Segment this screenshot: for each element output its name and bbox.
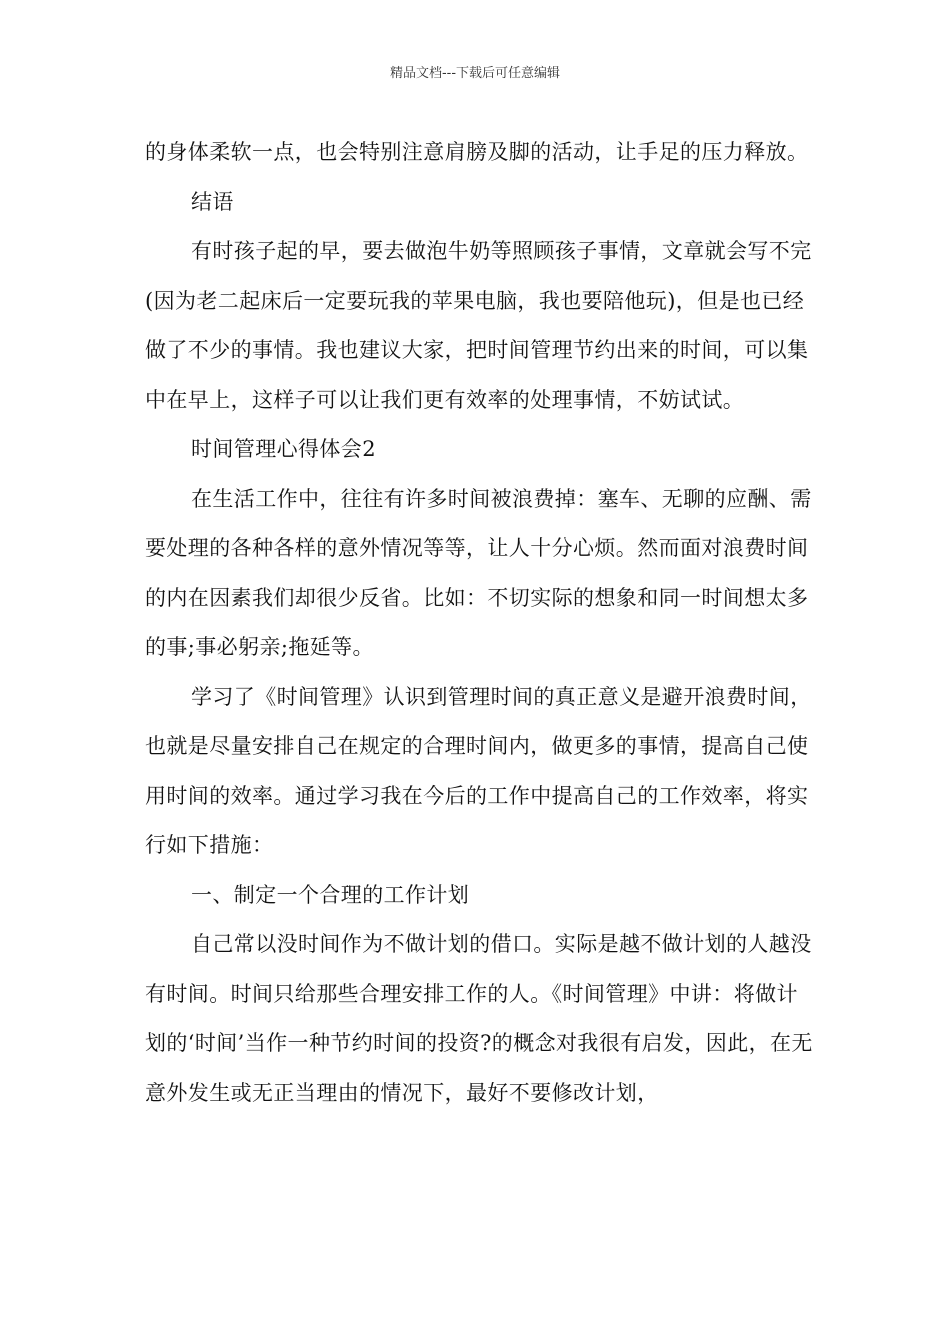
section-heading-conclusion: 结语 bbox=[191, 189, 234, 214]
paragraph-3: 在生活工作中，往往有许多时间被浪费掉：塞车、无聊的应酬、需要处理的各种各样的意外情况等等，让人十分心烦。然而面对浪费时间的内在因素我们却很少反省。比如：不切实际的想象和同一时间想太多的事;事必躬亲;拖延等。 bbox=[145, 486, 812, 659]
page-header: 精品文档---下载后可任意编辑 bbox=[389, 66, 561, 81]
section-heading-title-2: 时间管理心得体会2 bbox=[191, 437, 376, 461]
section-heading-plan: 一、制定一个合理的工作计划 bbox=[191, 882, 470, 907]
paragraph-4: 学习了《时间管理》认识到管理时间的真正意义是避开浪费时间，也就是尽量安排自己在规定的合理时间内，做更多的事情，提高自己使用时间的效率。通过学习我在今后的工作中提高自己的工作效率，将实行如下措施： bbox=[145, 684, 812, 857]
paragraph-5: 自己常以没时间作为不做计划的借口。实际是越不做计划的人越没有时间。时间只给那些合理安排工作的人。《时间管理》中讲：将做计划的‘时间’当作一种节约时间的投资?的概念对我很有启发，因此，在无意外发生或无正当理由的情况下，最好不要修改计划， bbox=[145, 932, 813, 1105]
paragraph-2: 有时孩子起的早，要去做泡牛奶等照顾孩子事情，文章就会写不完(因为老二起床后一定要玩我的苹果电脑，我也要陪他玩)，但是也已经做了不少的事情。我也建议大家，把时间管理节约出来的时间，可以集中在早上，这样子可以让我们更有效率的处理事情，不妨试试。 bbox=[145, 239, 812, 412]
paragraph-1: 的身体柔软一点，也会特别注意肩膀及脚的活动，让手足的压力释放。 bbox=[145, 140, 809, 164]
document-body bbox=[145, 128, 813, 1118]
